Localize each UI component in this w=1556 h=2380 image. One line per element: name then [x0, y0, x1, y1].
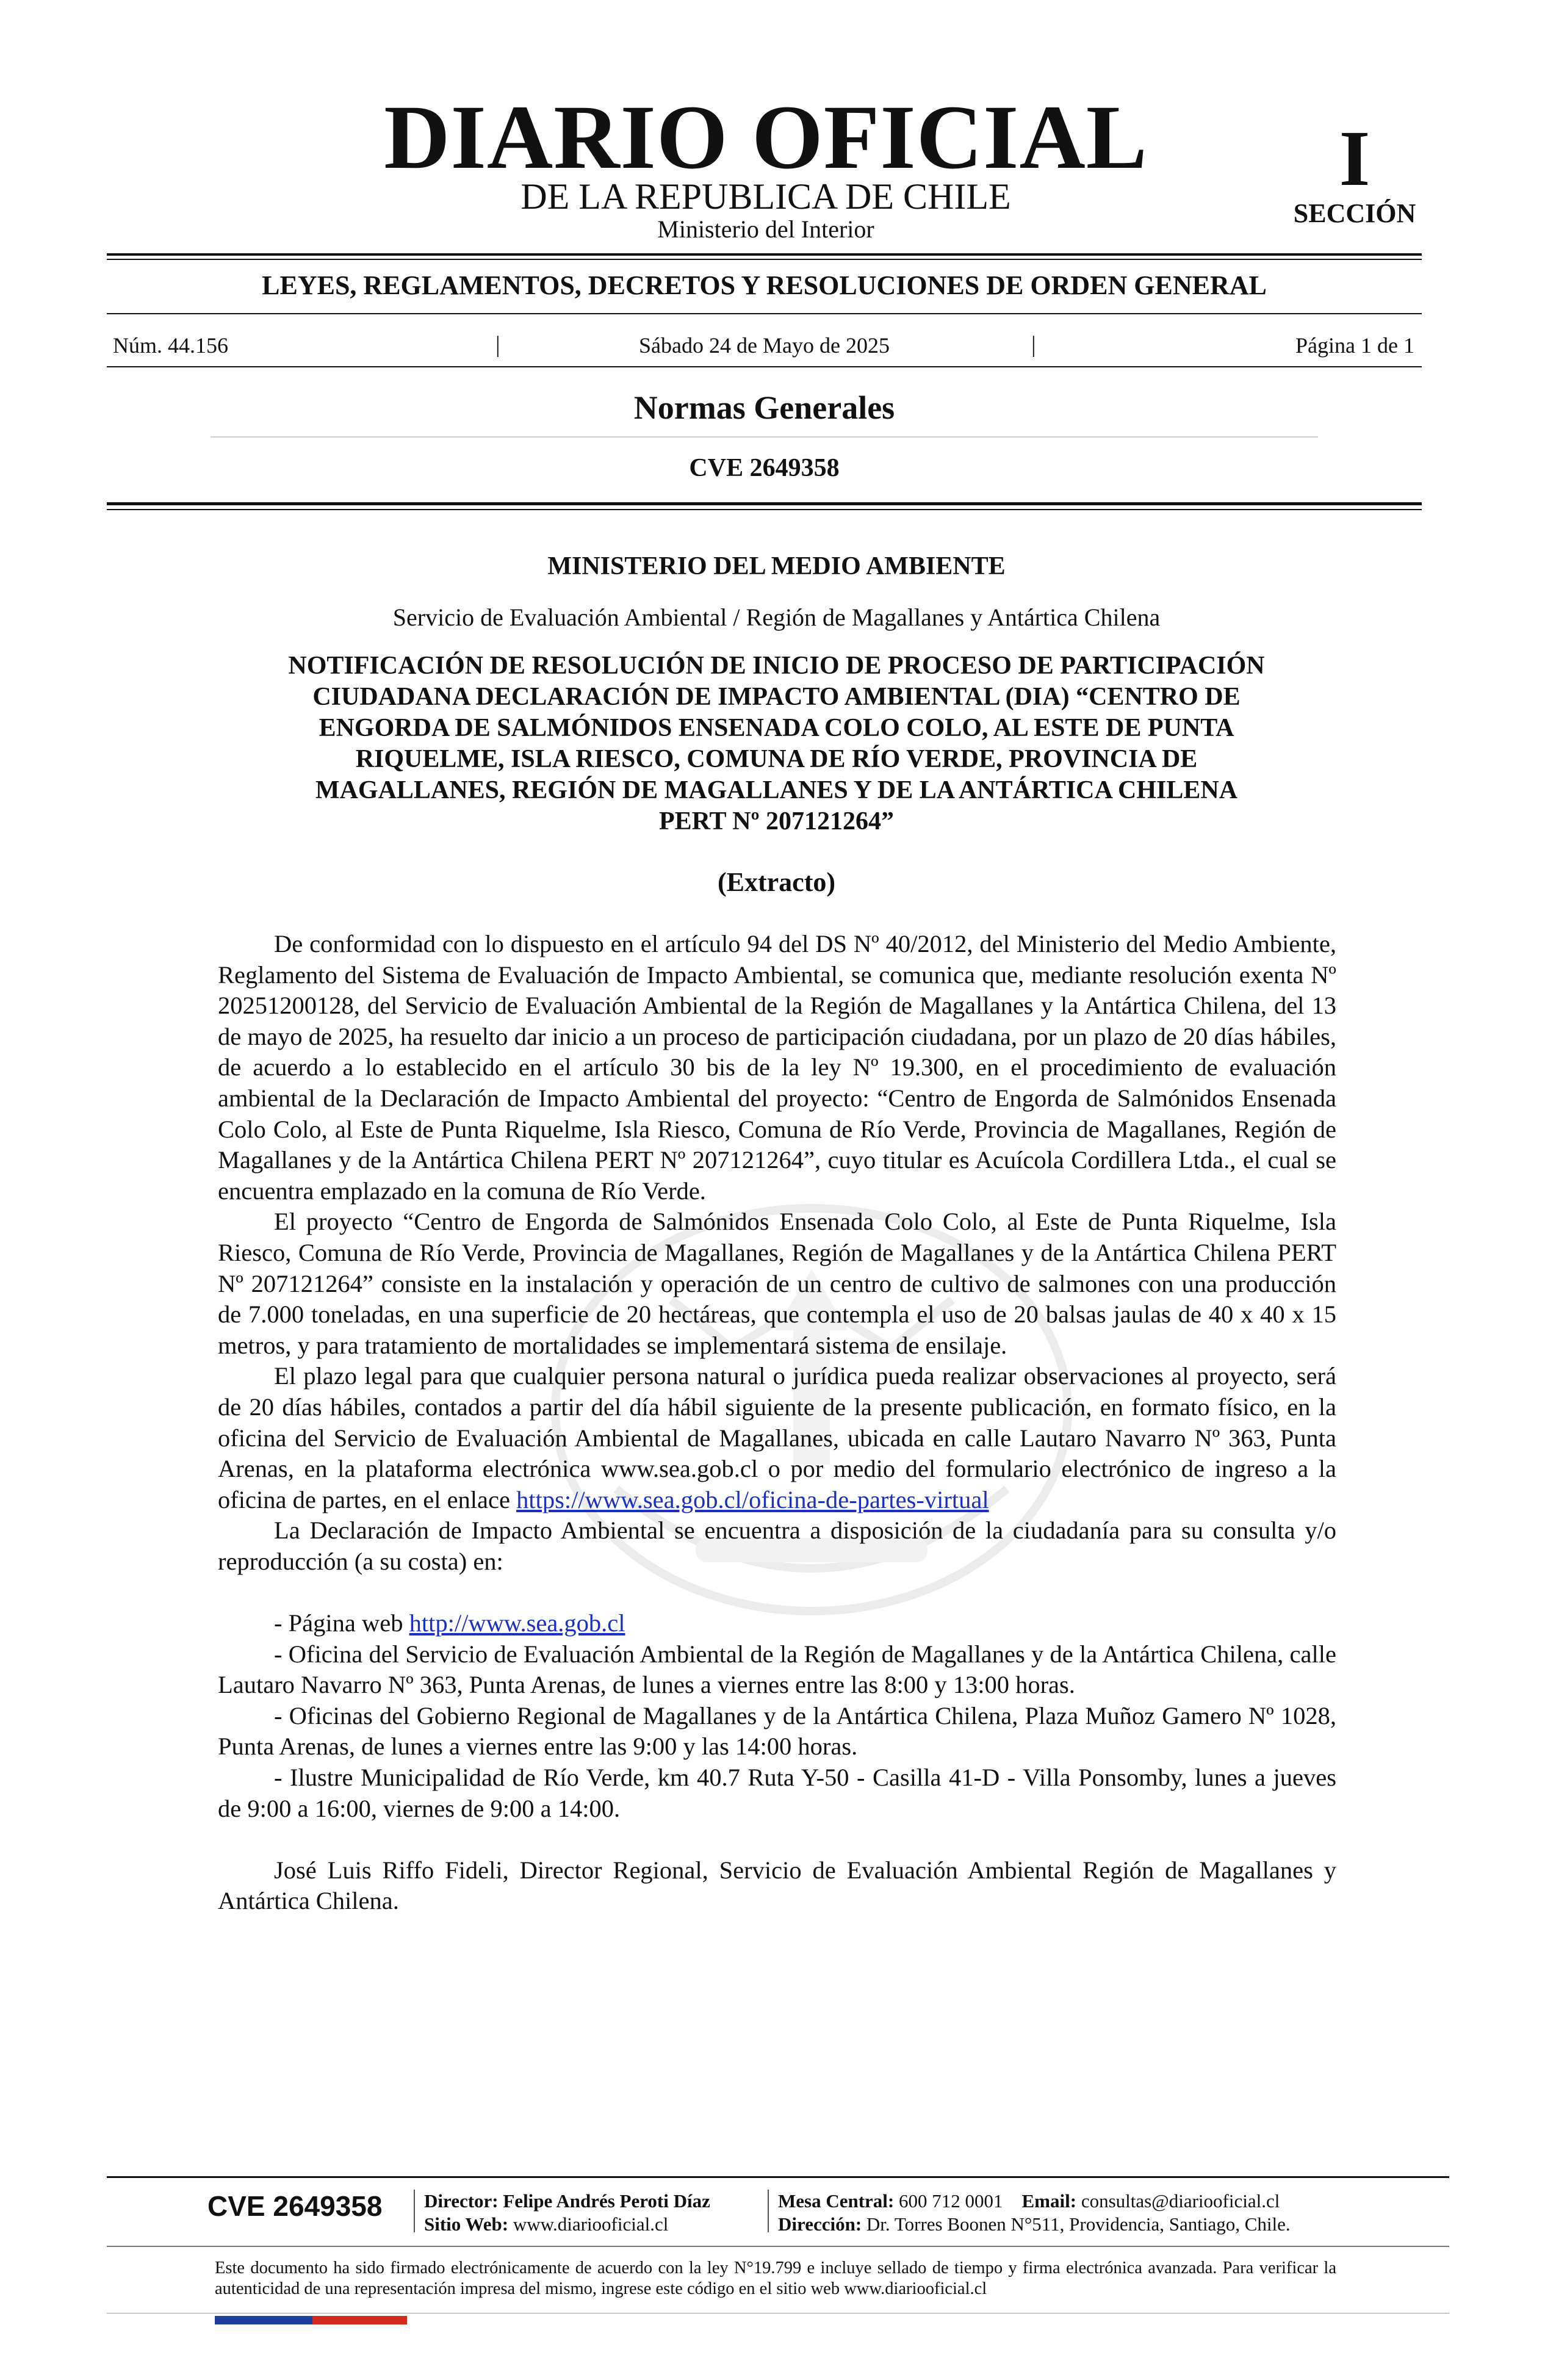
header-rule-top-thin [107, 259, 1422, 260]
title-line: ENGORDA DE SALMÓNIDOS ENSENADA COLO COLO, AL ESTE DE PUNTA [319, 714, 1234, 742]
flag-stripe-red [312, 2316, 407, 2324]
title-line: NOTIFICACIÓN DE RESOLUCIÓN DE INICIO DE PROCESO DE PARTICIPACIÓN [288, 652, 1265, 680]
email-address: consultas@diariooficial.cl [1081, 2190, 1280, 2212]
header-rule-top [107, 253, 1422, 256]
site-label: Sitio Web: [424, 2213, 509, 2235]
address-text: Dr. Torres Boonen N°511, Providencia, Santiago, Chile. [866, 2213, 1291, 2235]
paragraph-text: El plazo legal para que cualquier persona natural o jurídica pueda realizar observaciones al proyecto, será de 20 días hábiles, contados a partir del día hábil siguiente de la presente publicación, en formato físico, en la oficina del Servicio de Evaluación Ambiental de Magallanes, ubicada en calle Lautaro Navarro Nº 363, Punta Arenas, en la plataforma electrónica www.sea.gob.cl o por medio del formulario electrónico de ingreso a la oficina de partes, en el enlace [218, 1362, 1336, 1513]
list-item-text: - Página web [274, 1609, 409, 1637]
laws-banner: LEYES, REGLAMENTOS, DECRETOS Y RESOLUCIONES DE ORDEN GENERAL [262, 270, 1267, 300]
section-label: SECCIÓN [1293, 198, 1416, 228]
paragraph: La Declaración de Impacto Ambiental se encuentra a disposición de la ciudadanía para su consulta y/o reproducción (a su costa) en: [218, 1516, 1336, 1575]
issue-date: Sábado 24 de Mayo de 2025 [639, 333, 890, 358]
title-line: RIQUELME, ISLA RIESCO, COMUNA DE RÍO VERDE, PROVINCIA DE [355, 745, 1198, 773]
phone-label: Mesa Central: [778, 2190, 895, 2212]
director-label: Director: [424, 2190, 499, 2212]
newspaper-title: DIARIO OFICIAL [384, 87, 1148, 188]
extract-label: (Extracto) [717, 867, 835, 897]
cve-rule-thick [107, 502, 1422, 505]
partes-virtual-link[interactable]: https://www.sea.gob.cl/oficina-de-partes-virtual [516, 1485, 989, 1513]
cve-rule-thin [107, 509, 1422, 510]
footer-director-block [424, 2190, 766, 2236]
section-title: Normas Generales [633, 389, 895, 426]
newspaper-subtitle: DE LA REPUBLICA DE CHILE [520, 176, 1011, 217]
document-body [218, 929, 1336, 1917]
footer-cve-code: CVE 2649358 [207, 2190, 383, 2222]
footer-legal-note: Este documento ha sido firmado electrónicamente de acuerdo con la ley N°19.799 e incluye sellado de tiempo y firma electrónica avanzada. Para verificar la autenticidad de una representación impresa del mismo, ingrese este código en el sitio web www.diariooficial.cl [215, 2259, 1336, 2298]
sea-website-link[interactable]: http://www.sea.gob.cl [409, 1609, 625, 1637]
meta-separator: | [495, 332, 500, 358]
list-item: - Oficina del Servicio de Evaluación Ambiental de la Región de Magallanes y de la Antártica Chilena, calle Lautaro Navarro Nº 363, Punta Arenas, de lunes a viernes entre las 8:00 y 13:00 horas. [218, 1640, 1336, 1699]
issue-number: Núm. 44.156 [113, 333, 228, 358]
title-line: CIUDADANA DECLARACIÓN DE IMPACTO AMBIENTAL (DIA) “CENTRO DE [312, 683, 1241, 711]
header-rule-mid [107, 313, 1422, 314]
list-item: - Oficinas del Gobierno Regional de Magallanes y de la Antártica Chilena, Plaza Muñoz Gamero Nº 1028, Punta Arenas, de lunes a viernes entre las 9:00 y las 14:00 horas. [218, 1701, 1336, 1761]
footer-rule-top [107, 2176, 1449, 2178]
address-label: Dirección: [778, 2213, 862, 2235]
director-name: Felipe Andrés Peroti Díaz [503, 2190, 710, 2212]
list-item [218, 1608, 1336, 1639]
section-divider [211, 436, 1318, 438]
title-line: PERT Nº 207121264” [659, 807, 894, 835]
title-line: MAGALLANES, REGIÓN DE MAGALLANES Y DE LA ANTÁRTICA CHILENA [315, 776, 1238, 804]
footer-divider [414, 2190, 415, 2232]
service-line: Servicio de Evaluación Ambiental / Región de Magallanes y Antártica Chilena [392, 604, 1161, 631]
site-url: www.diariooficial.cl [513, 2213, 669, 2235]
flag-stripe-blue [215, 2316, 312, 2324]
page-number: Página 1 de 1 [1295, 333, 1414, 358]
email-label: Email: [1021, 2190, 1077, 2212]
paragraph: De conformidad con lo dispuesto en el artículo 94 del DS Nº 40/2012, del Ministerio del Medio Ambiente, Reglamento del Sistema de Evaluación de Impacto Ambiental, se comunica que, mediante resolución exenta Nº 20251200128, del Servicio de Evaluación Ambiental de la Región de Magallanes y la Antártica Chilena, del 13 de mayo de 2025, ha resuelto dar inicio a un proceso de participación ciudadana, por un plazo de 20 días hábiles, de acuerdo a lo establecido en el artículo 30 bis de la ley Nº 19.300, en el procedimiento de evaluación ambiental de la Declaración de Impacto Ambiental del proyecto: “Centro de Engorda de Salmónidos Ensenada Colo Colo, al Este de Punta Riquelme, Isla Riesco, Comuna de Río Verde, Provincia de Magallanes, Región de Magallanes y de la Antártica Chilena PERT Nº 207121264”, cuyo titular es Acuícola Cordillera Ltda., el cual se encuentra emplazado en la comuna de Río Verde. [218, 930, 1336, 1205]
footer-rule-mid [107, 2246, 1449, 2247]
footer-contact-block [778, 2190, 1345, 2236]
list-item: - Ilustre Municipalidad de Río Verde, km 40.7 Ruta Y-50 - Casilla 41-D - Villa Ponsomby, lunes a jueves de 9:00 a 16:00, viernes de 9:00 a 14:00. [218, 1764, 1336, 1822]
header-rule-bottom [107, 366, 1422, 367]
signature: José Luis Riffo Fideli, Director Regional, Servicio de Evaluación Ambiental Región de Magallanes y Antártica Chilena. [218, 1856, 1336, 1915]
phone-number: 600 712 0001 [899, 2190, 1003, 2212]
ministry-heading: MINISTERIO DEL MEDIO AMBIENTE [547, 552, 1006, 580]
paragraph: El proyecto “Centro de Engorda de Salmónidos Ensenada Colo Colo, al Este de Punta Riquelme, Isla Riesco, Comuna de Río Verde, Provincia de Magallanes, Región de Magallanes y de la Antártica Chilena PERT Nº 207121264” consiste en la instalación y operación de un centro de cultivo de salmones con una producción de 7.000 toneladas, en una superficie de 20 hectáreas, que contempla el uso de 20 balsas jaulas de 40 x 40 x 15 metros, y para tratamiento de mortalidades se implementará sistema de ensilaje. [218, 1208, 1336, 1359]
section-numeral: I [1339, 115, 1371, 203]
footer-divider [768, 2190, 769, 2232]
paragraph [218, 1361, 1336, 1515]
document-title [217, 651, 1336, 837]
masthead-ministry: Ministerio del Interior [657, 215, 874, 243]
cve-code: CVE 2649358 [689, 454, 840, 482]
meta-separator: | [1031, 332, 1036, 358]
